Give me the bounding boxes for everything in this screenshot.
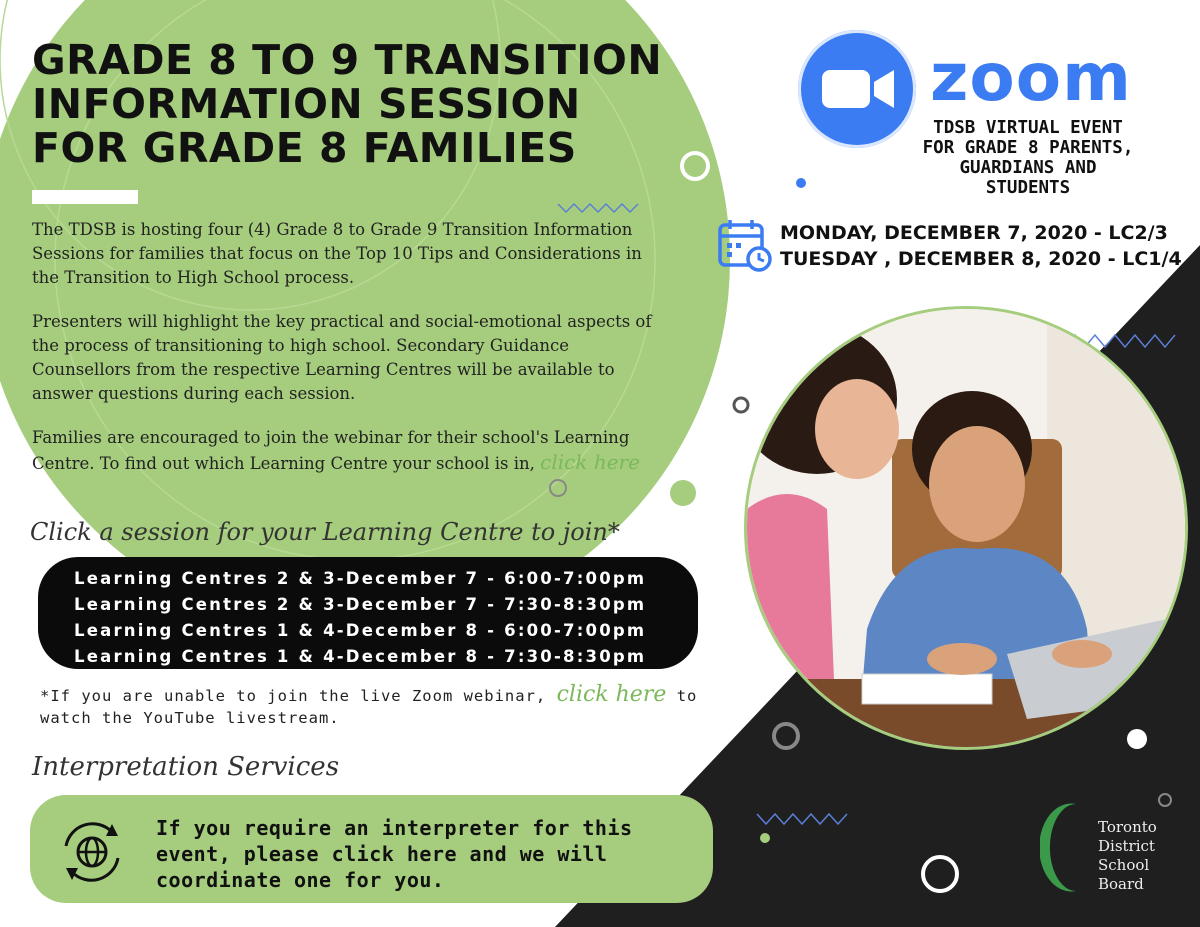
tdsb-logo-line-2: District — [1098, 837, 1155, 855]
event-subtitle-line-1: TDSB VIRTUAL EVENT — [933, 118, 1123, 138]
tdsb-logo-crescent — [1040, 800, 1080, 895]
intro-paragraph-2: Presenters will highlight the key practical and social-emotional aspects of the process of transitioning to high school. Secondary Guidance Counsellors from the respective Learning Centres will be available to answer questions during each session. — [32, 312, 652, 403]
tdsb-logo-line-4: Board — [1098, 875, 1144, 893]
intro-paragraph-3 — [32, 426, 652, 476]
session-link-lc23-dec7-early[interactable]: Learning Centres 2 & 3-December 7 - 6:00-7:00pm — [74, 569, 647, 588]
interpretation-heading: Interpretation Services — [32, 752, 340, 782]
sessions-list — [74, 566, 646, 670]
tdsb-logo-line-3: School — [1098, 856, 1150, 874]
event-dates — [780, 220, 1182, 272]
title-underline — [32, 190, 138, 204]
event-subtitle-line-3: GUARDIANS AND — [959, 158, 1097, 178]
livestream-note-suffix: to watch the YouTube livestream. — [40, 687, 698, 727]
event-date-tuesday: TUESDAY , DECEMBER 8, 2020 - LC1/4 — [780, 248, 1182, 270]
tdsb-logo-line-1: Toronto — [1098, 818, 1157, 836]
interpreter-request-text: If you require an interpreter for this event, please click here and we will coordinate one for you. — [156, 816, 633, 892]
learning-centre-lookup-link[interactable]: click here — [540, 450, 640, 474]
title-line-3: FOR GRADE 8 FAMILIES — [32, 124, 577, 172]
session-link-lc14-dec8-early[interactable]: Learning Centres 1 & 4-December 8 - 6:00-7:00pm — [74, 621, 647, 640]
title-line-2: INFORMATION SESSION — [32, 80, 581, 128]
livestream-note-prefix: *If you are unable to join the live Zoom webinar, — [40, 687, 557, 705]
event-date-monday: MONDAY, DECEMBER 7, 2020 - LC2/3 — [780, 222, 1168, 244]
students-photo — [744, 306, 1188, 750]
parent-child-laptop-photo — [747, 309, 1188, 750]
event-subtitle-line-4: STUDENTS — [985, 178, 1071, 198]
title-line-1: GRADE 8 TO 9 TRANSITION — [32, 36, 663, 84]
globe-arrows-icon — [52, 812, 132, 892]
page-title — [32, 38, 712, 170]
intro-text — [32, 218, 652, 496]
zoom-wordmark: zoom — [930, 39, 1132, 116]
event-subtitle-line-2: FOR GRADE 8 PARENTS, — [922, 138, 1134, 158]
event-subtitle — [878, 118, 1178, 198]
livestream-note — [40, 684, 720, 729]
session-link-lc23-dec7-late[interactable]: Learning Centres 2 & 3-December 7 - 7:30-8:30pm — [74, 595, 647, 614]
tdsb-logo-text — [1098, 818, 1157, 894]
youtube-livestream-link[interactable]: click here — [556, 682, 667, 707]
session-heading: Click a session for your Learning Centre to join* — [30, 518, 620, 546]
calendar-clock-icon — [716, 216, 774, 274]
intro-paragraph-1: The TDSB is hosting four (4) Grade 8 to Grade 9 Transition Information Sessions for families that focus on the Top 10 Tips and Considerations in the Transition to High School process. — [32, 220, 642, 287]
intro-paragraph-3-text: Families are encouraged to join the webinar for their school's Learning Centre. To find out which Learning Centre your school is in, — [32, 428, 630, 473]
session-link-lc14-dec8-late[interactable]: Learning Centres 1 & 4-December 8 - 7:30-8:30pm — [74, 647, 647, 666]
